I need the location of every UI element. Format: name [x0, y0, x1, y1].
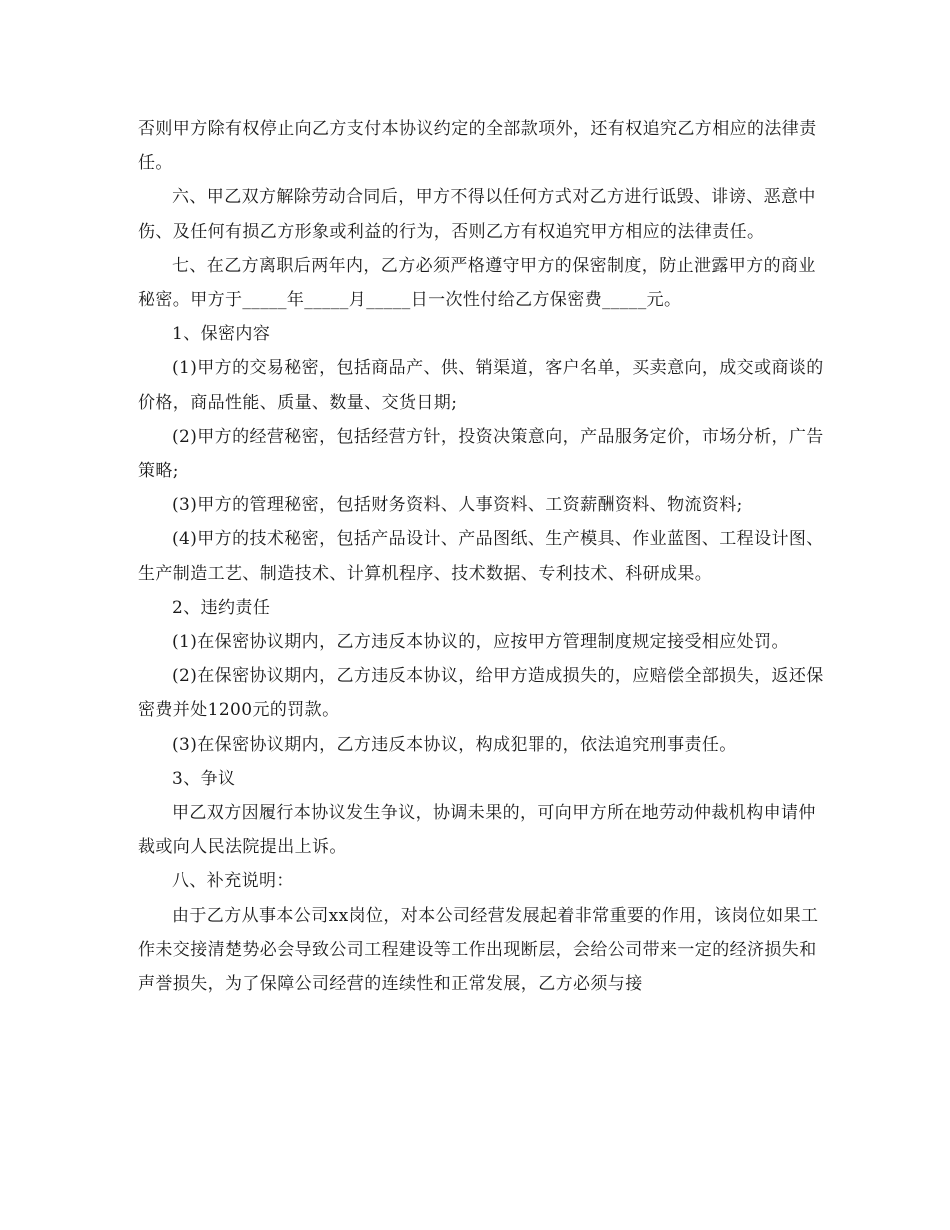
heading-confidential-content: 1、保密内容 [172, 324, 271, 345]
paragraph-management-secrets: (3)甲方的管理秘密，包括财务资料、人事资料、工资薪酬资料、物流资料; [172, 495, 743, 516]
heading-dispute: 3、争议 [172, 768, 236, 789]
paragraph-dispute: 甲乙双方因履行本协议发生争议，协调未果的，可向甲方所在地劳动仲裁机构申请仲裁或向人民法院提出上诉。 [138, 803, 816, 858]
document-page [138, 112, 828, 1001]
paragraph-continuation: 否则甲方除有权停止向乙方支付本协议约定的全部款项外，还有权追究乙方相应的法律责任。 [138, 119, 817, 174]
heading-breach-liability: 2、违约责任 [172, 597, 271, 618]
paragraph-clause-6: 六、甲乙双方解除劳动合同后，甲方不得以任何方式对乙方进行诋毁、诽谤、恶意中伤、及任何有损乙方形象或利益的行为，否则乙方有权追究甲方相应的法律责任。 [138, 187, 816, 242]
paragraph-breach-3: (3)在保密协议期内，乙方违反本协议，构成犯罪的，依法追究刑事责任。 [172, 734, 737, 755]
paragraph-breach-2: (2)在保密协议期内，乙方违反本协议，给甲方造成损失的，应赔偿全部损失，返还保密费并处1200元的罚款。 [138, 666, 824, 721]
paragraph-business-secrets: (2)甲方的经营秘密，包括经营方针，投资决策意向，产品服务定价，市场分析，广告策略; [138, 426, 824, 482]
paragraph-supplement: 由于乙方从事本公司xx岗位，对本公司经营发展起着非常重要的作用，该岗位如果工作未交接清楚势必会导致公司工程建设等工作出现断层，会给公司带来一定的经济损失和声誉损失，为了保障公司经营的连续性和正常发展，乙方必须与接 [138, 905, 819, 995]
heading-supplement: 八、补充说明： [172, 871, 294, 892]
paragraph-technical-secrets: (4)甲方的技术秘密，包括产品设计、产品图纸、生产模具、作业蓝图、工程设计图、生产制造工艺、制造技术、计算机程序、技术数据、专利技术、科研成果。 [138, 529, 824, 584]
paragraph-breach-1: (1)在保密协议期内，乙方违反本协议的，应按甲方管理制度规定接受相应处罚。 [172, 632, 789, 653]
paragraph-clause-7: 七、在乙方离职后两年内，乙方必须严格遵守甲方的保密制度，防止泄露甲方的商业秘密。甲方于_____年_____月_____日一次性付给乙方保密费_____元。 [138, 255, 816, 311]
paragraph-trade-secrets: (1)甲方的交易秘密，包括商品产、供、销渠道，客户名单，买卖意向，成交或商谈的价格，商品性能、质量、数量、交货日期; [138, 358, 824, 413]
